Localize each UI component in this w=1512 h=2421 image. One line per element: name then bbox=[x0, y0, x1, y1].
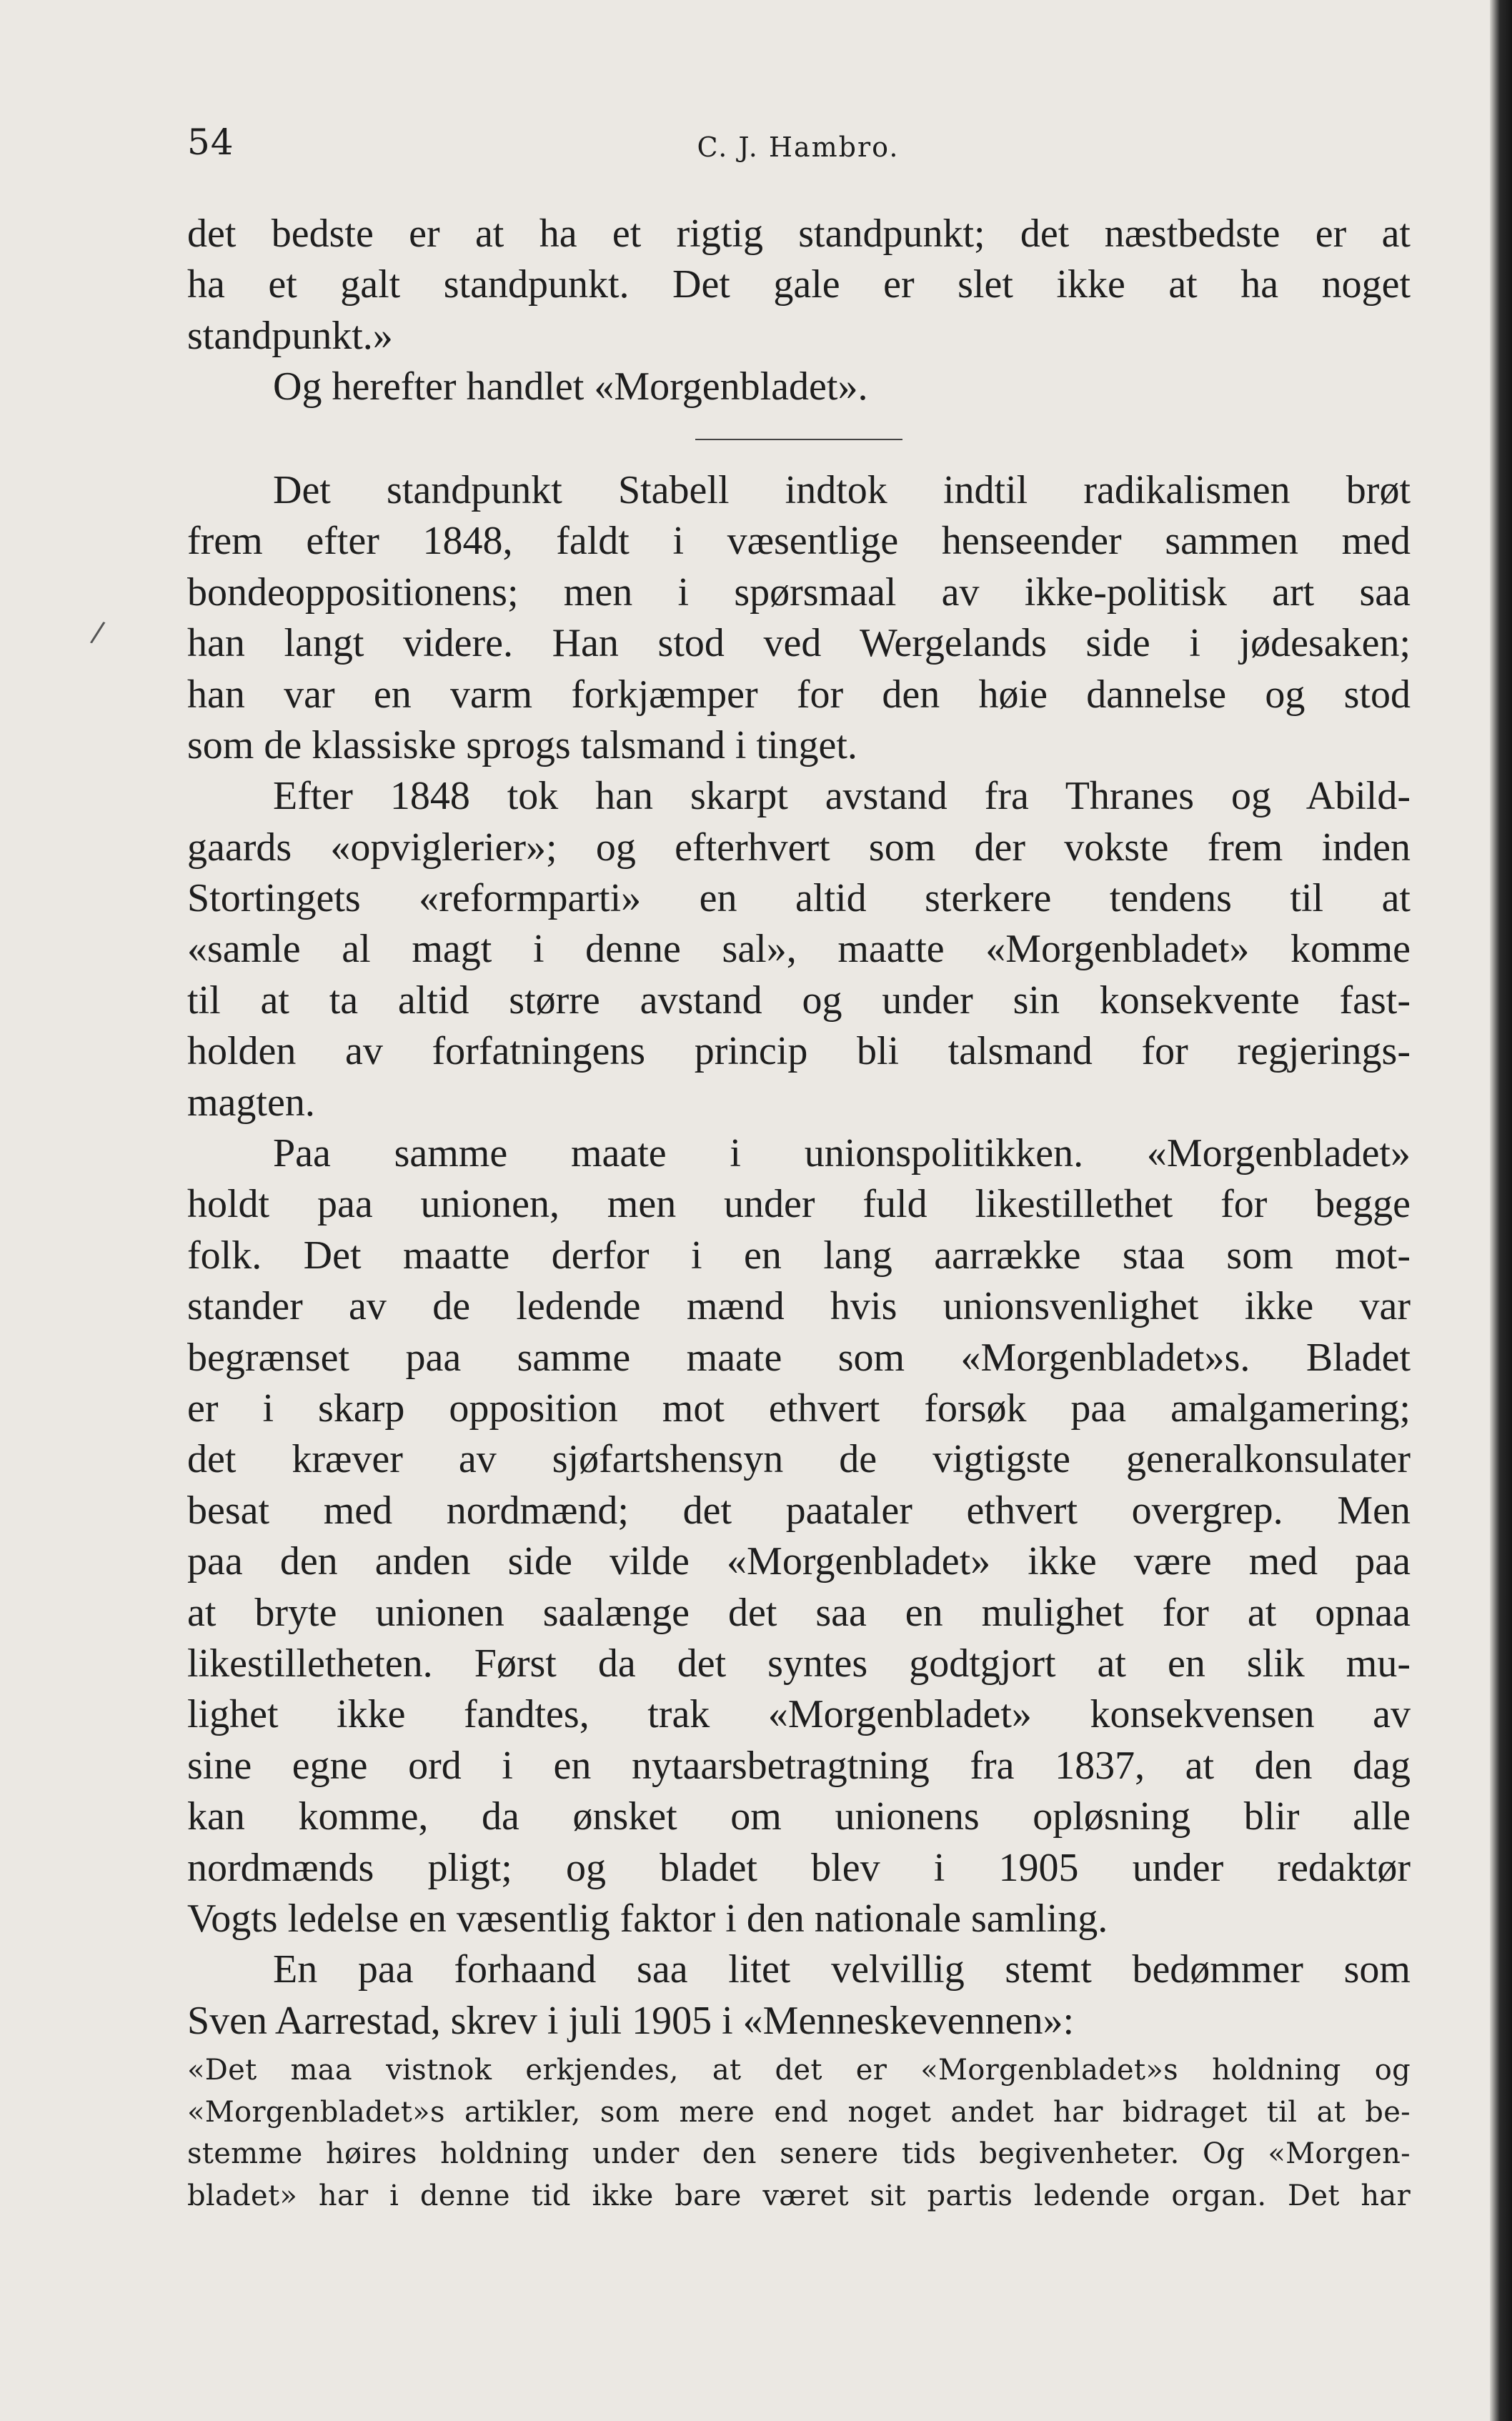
text-line: det kræver av sjøfartshensyn de vigtigste generalkonsulater bbox=[187, 1437, 1411, 1482]
text-line: holden av forfatningens princip bli talsmand for regjerings- bbox=[187, 1029, 1411, 1074]
text-line: begrænset paa samme maate som «Morgenbladet»s. Bladet bbox=[187, 1335, 1411, 1380]
text-line: «samle al magt i denne sal», maatte «Morgenbladet» komme bbox=[187, 927, 1411, 972]
text-line: stander av de ledende mænd hvis unionsvenlighet ikke var bbox=[187, 1284, 1411, 1329]
text-line: til at ta altid større avstand og under sin konsekvente fast- bbox=[187, 978, 1411, 1023]
margin-mark: / bbox=[89, 615, 107, 650]
text-line: gaards «opviglerier»; og efterhvert som der vokste frem inden bbox=[187, 825, 1411, 870]
section-divider bbox=[695, 439, 902, 491]
text-line: at bryte unionen saalænge det saa en mulighet for at opnaa bbox=[187, 1590, 1411, 1635]
quote-line: «Det maa vistnok erkjendes, at det er «Morgenbladet»s holdning og bbox=[187, 2054, 1411, 2087]
text-line: likestilletheten. Først da det syntes godtgjort at en slik mu- bbox=[187, 1641, 1411, 1686]
text-line: Sven Aarrestad, skrev i juli 1905 i «Menneskevennen»: bbox=[187, 1998, 1075, 2043]
text-line: standpunkt.» bbox=[187, 313, 393, 358]
text-line: Efter 1848 tok han skarpt avstand fra Thranes og Abild- bbox=[273, 774, 1411, 819]
text-line: En paa forhaand saa litet velvillig stemt bedømmer som bbox=[273, 1947, 1411, 1992]
text-line: det bedste er at ha et rigtig standpunkt; det næstbedste er at bbox=[187, 212, 1411, 256]
quote-line: stemme høires holdning under den senere tids begivenheter. Og «Morgen- bbox=[187, 2137, 1411, 2171]
text-line: sine egne ord i en nytaarsbetragtning fra 1837, at den dag bbox=[187, 1743, 1411, 1788]
quote-line: bladet» har i denne tid ikke bare været sit partis ledende organ. Det har bbox=[187, 2179, 1411, 2212]
text-line: som de klassiske sprogs talsmand i tinget. bbox=[187, 722, 857, 767]
text-line: bondeoppositionens; men i spørsmaal av ikke-politisk art saa bbox=[187, 570, 1411, 615]
text-line: ha et galt standpunkt. Det gale er slet ikke at ha noget bbox=[187, 262, 1411, 307]
text-line: holdt paa unionen, men under fuld likestillethet for begge bbox=[187, 1182, 1411, 1227]
text-line: lighet ikke fandtes, trak «Morgenbladet» konsekvensen av bbox=[187, 1692, 1411, 1737]
text-line: frem efter 1848, faldt i væsentlige henseender sammen med bbox=[187, 519, 1411, 564]
text-line: han langt videre. Han stod ved Wergelands side i jødesaken; bbox=[187, 621, 1411, 666]
page-number: 54 bbox=[187, 121, 234, 163]
quote-line: «Morgenbladet»s artikler, som mere end noget andet har bidraget til at be- bbox=[187, 2095, 1411, 2129]
text-line: er i skarp opposition mot ethvert forsøk paa amalgamering; bbox=[187, 1386, 1411, 1431]
text-line: paa den anden side vilde «Morgenbladet» ikke være med paa bbox=[187, 1539, 1411, 1584]
running-head bbox=[187, 121, 1409, 179]
text-line: besat med nordmænd; det paataler ethvert overgrep. Men bbox=[187, 1488, 1411, 1533]
text-line: Stortingets «reformparti» en altid sterkere tendens til at bbox=[187, 876, 1411, 921]
text-line: Og herefter handlet «Morgenbladet». bbox=[273, 364, 868, 409]
text-line: folk. Det maatte derfor i en lang aarrække staa som mot- bbox=[187, 1233, 1411, 1278]
running-title: C. J. Hambro. bbox=[697, 131, 900, 163]
text-line: Det standpunkt Stabell indtok indtil radikalismen brøt bbox=[273, 467, 1411, 512]
page-edge-shadow bbox=[1490, 0, 1512, 2421]
text-line: kan komme, da ønsket om unionens opløsning blir alle bbox=[187, 1794, 1411, 1839]
body-text bbox=[187, 209, 1411, 2217]
block-quote bbox=[187, 2049, 1411, 2217]
text-line: Vogts ledelse en væsentlig faktor i den nationale samling. bbox=[187, 1896, 1108, 1941]
text-line: magten. bbox=[187, 1080, 315, 1125]
text-line: han var en varm forkjæmper for den høie dannelse og stod bbox=[187, 672, 1411, 717]
text-line: nordmænds pligt; og bladet blev i 1905 under redaktør bbox=[187, 1845, 1411, 1890]
text-line: Paa samme maate i unionspolitikken. «Morgenbladet» bbox=[273, 1131, 1411, 1176]
